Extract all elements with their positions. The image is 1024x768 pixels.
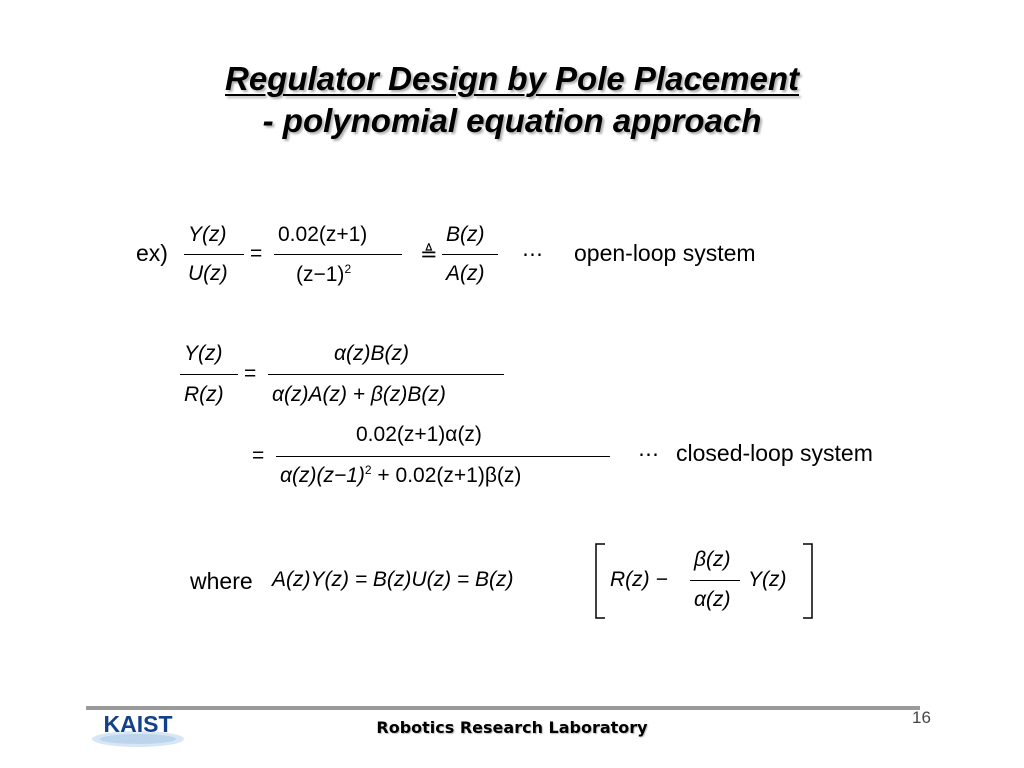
eq1-mid-numerator: 0.02(z+1) bbox=[278, 223, 368, 246]
closed-loop-label: closed-loop system bbox=[676, 440, 873, 466]
left-bracket bbox=[592, 542, 608, 620]
eq1-lhs-numerator: Y(z) bbox=[188, 223, 227, 246]
eq2-denominator: α(z)A(z) + β(z)B(z) bbox=[272, 383, 446, 406]
eq2-numerator: α(z)B(z) bbox=[334, 342, 409, 365]
slide-title bbox=[0, 58, 1024, 142]
fraction-bar bbox=[442, 254, 498, 255]
eq1-lhs-denominator: U(z) bbox=[188, 262, 228, 285]
equals-sign: = bbox=[252, 444, 265, 467]
ex-prefix: ex) bbox=[136, 240, 168, 266]
eq1-rhs-numerator: B(z) bbox=[446, 223, 485, 246]
eq3-denominator: $\alpha(z)(z-1)^2 + 0.02(z+1)\beta(z)$ bbox=[280, 463, 522, 487]
eq2-lhs-denominator: R(z) bbox=[184, 383, 224, 406]
fraction-bar bbox=[184, 254, 244, 255]
open-loop-label: open-loop system bbox=[574, 240, 756, 266]
footer-divider bbox=[86, 706, 920, 710]
title-line-2: - polynomial equation approach bbox=[262, 102, 762, 139]
eq4-inner-right: Y(z) bbox=[748, 568, 787, 591]
equals-sign: = bbox=[250, 242, 263, 265]
footer-lab-name: Robotics Research Laboratory bbox=[376, 718, 648, 737]
fraction-bar bbox=[276, 456, 610, 457]
fraction-bar bbox=[268, 374, 504, 375]
fraction-bar bbox=[274, 254, 402, 255]
eq4-inner-left: R(z) − bbox=[610, 568, 668, 591]
page-number: 16 bbox=[912, 708, 931, 727]
where-prefix: where bbox=[190, 568, 253, 594]
fraction-bar bbox=[180, 374, 238, 375]
eq4-expression: A(z)Y(z) = B(z)U(z) = B(z) bbox=[272, 568, 514, 591]
svg-text:KAIST: KAIST bbox=[103, 711, 173, 737]
defined-as-symbol: ≜ bbox=[420, 243, 438, 266]
eq3-numerator: 0.02(z+1)α(z) bbox=[356, 423, 482, 446]
right-bracket bbox=[800, 542, 816, 620]
eq1-mid-denominator: $(z-1)^2$ bbox=[296, 262, 352, 286]
ellipsis: ⋯ bbox=[522, 243, 543, 266]
title-line-1: Regulator Design by Pole Placement bbox=[225, 60, 799, 97]
equals-sign: = bbox=[244, 362, 257, 385]
fraction-bar bbox=[690, 580, 740, 581]
ellipsis: ⋯ bbox=[638, 443, 659, 466]
eq4-fraction-denominator: α(z) bbox=[694, 588, 731, 611]
eq4-fraction-numerator: β(z) bbox=[694, 548, 731, 571]
eq1-rhs-denominator: A(z) bbox=[446, 262, 485, 285]
eq2-lhs-numerator: Y(z) bbox=[184, 342, 223, 365]
